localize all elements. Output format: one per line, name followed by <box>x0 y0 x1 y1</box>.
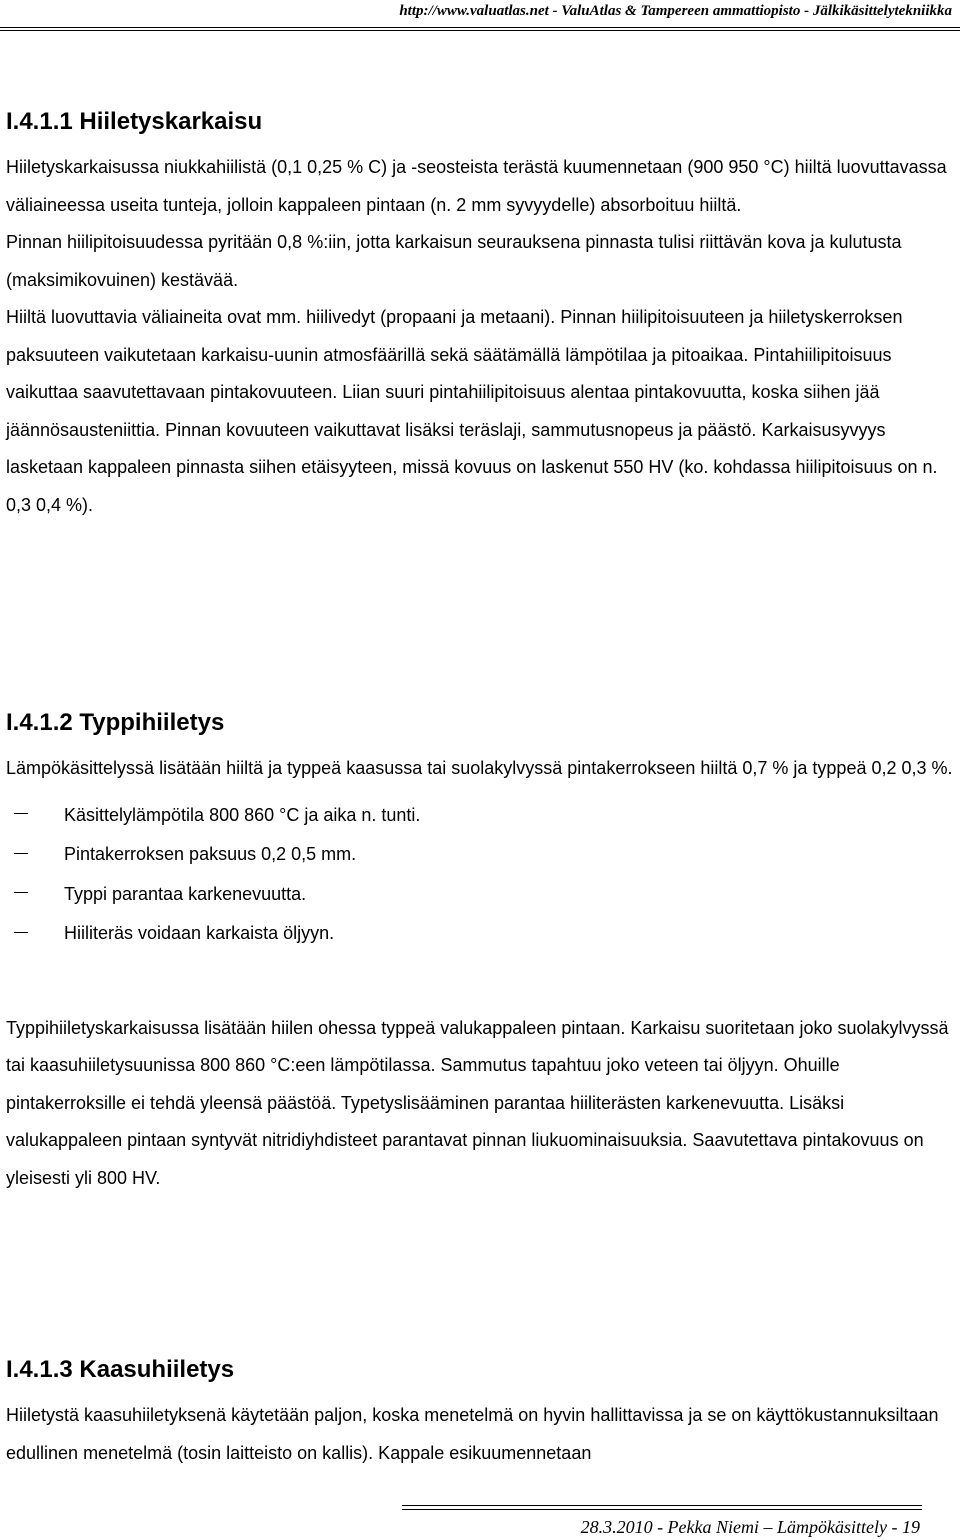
list-item-text: Typpi parantaa karkenevuutta. <box>64 883 307 904</box>
header-rule <box>0 27 960 28</box>
footer-text: 28.3.2010 - Pekka Niemi – Lämpökäsittely - 19 <box>580 1517 920 1537</box>
section-heading: I.4.1.1 Hiiletyskarkaisu <box>6 108 263 135</box>
intro-paragraph: Lämpökäsittelyssä lisätään hiiltä ja typpeä kaasussa tai suolakylvyssä pintakerrokseen hiiltä 0,7 % ja typpeä 0,2 0,3 %. <box>6 758 953 778</box>
page-header: http://www.valuatlas.net - ValuAtlas & Tampereen ammattiopisto - Jälkikäsittelytekniikka <box>399 3 952 19</box>
dash-bullet-icon <box>14 914 64 954</box>
section-kaasuhiiletys <box>6 1353 954 1472</box>
list-item-text: Käsittelylämpötila 800 860 °C ja aika n. tunti. <box>64 804 421 825</box>
dash-bullet-icon <box>14 875 64 915</box>
paragraph: Hiiletyskarkaisussa niukkahiilistä (0,1 0,25 % C) ja -seosteista terästä kuumennetaan (900 950 °C) hiiltä luovuttavassa väliaineessa useita tunteja, jolloin kappaleen pintaan (n. 2 mm syvyydelle) absorboituu hiiltä. <box>6 157 947 215</box>
paragraph: Typpihiiletyskarkaisussa lisätään hiilen ohessa typpeä valukappaleen pintaan. Karkaisu suoritetaan joko suolakylvyssä tai kaasuhiiletysuunissa 800 860 °C:een lämpötilassa. Sammutus tapahtuu joko veteen tai öljyyn. Ohuille pintakerroksille ei tehdä yleensä päästöä. Typetyslisääminen parantaa hiiliterästen karkenevuutta. Lisäksi valukappaleen pintaan syntyvät nitridiyhdisteet parantavat pinnan liukuominaisuuksia. Saavutettava pintakovuus on yleisesti yli 800 HV. <box>6 1017 949 1188</box>
list-item-text: Hiiliteräs voidaan karkaista öljyyn. <box>64 923 335 943</box>
footer-rule <box>402 1505 922 1510</box>
paragraph: Pinnan hiilipitoisuudessa pyritään 0,8 %:iin, jotta karkaisun seurauksena pinnasta tulisi riittävän kova ja kulutusta (maksimikovuinen) kestävää. <box>6 232 902 290</box>
list-item <box>14 835 954 875</box>
section-typpihiiletys <box>6 706 954 1197</box>
dash-bullet-icon <box>14 796 64 836</box>
list-item-text: Pintakerroksen paksuus 0,2 0,5 mm. <box>64 844 357 864</box>
dash-bullet-icon <box>14 835 64 875</box>
list-item <box>14 796 954 836</box>
section-heading: I.4.1.3 Kaasuhiiletys <box>6 1356 235 1383</box>
section-hiiletyskarkaisu <box>6 105 954 524</box>
process-list <box>6 796 954 954</box>
list-item <box>14 875 954 915</box>
paragraph: Hiiltä luovuttavia väliaineita ovat mm. hiilivedyt (propaani ja metaani). Pinnan hiilipitoisuuteen ja hiiletyskerroksen paksuuteen vaikutetaan karkaisu-uunin atmosfäärillä sekä säätämällä lämpötilaa ja pitoaikaa. Pintahiilipitoisuus vaikuttaa saavutettavaan pintakovuuteen. Liian suuri pintahiilipitoisuus alentaa pintakovuutta, koska siihen jää jäännösausteniittia. Pinnan kovuuteen vaikuttavat lisäksi teräslaji, sammutusnopeus ja päästö. Karkaisusyvyys lasketaan kappaleen pinnasta siihen etäisyyteen, missä kovuus on laskenut 550 HV (ko. kohdassa hiilipitoisuus on n. 0,3 0,4 %). <box>6 307 938 515</box>
list-item <box>14 914 954 954</box>
header-rule-secondary <box>0 30 960 31</box>
section-heading: I.4.1.2 Typpihiiletys <box>6 709 225 736</box>
paragraph: Hiiletystä kaasuhiiletyksenä käytetään paljon, koska menetelmä on hyvin hallittavissa ja se on käyttökustannuksiltaan edullinen menetelmä (tosin laitteisto on kallis). Kappale esikuumennetaan <box>6 1405 939 1463</box>
